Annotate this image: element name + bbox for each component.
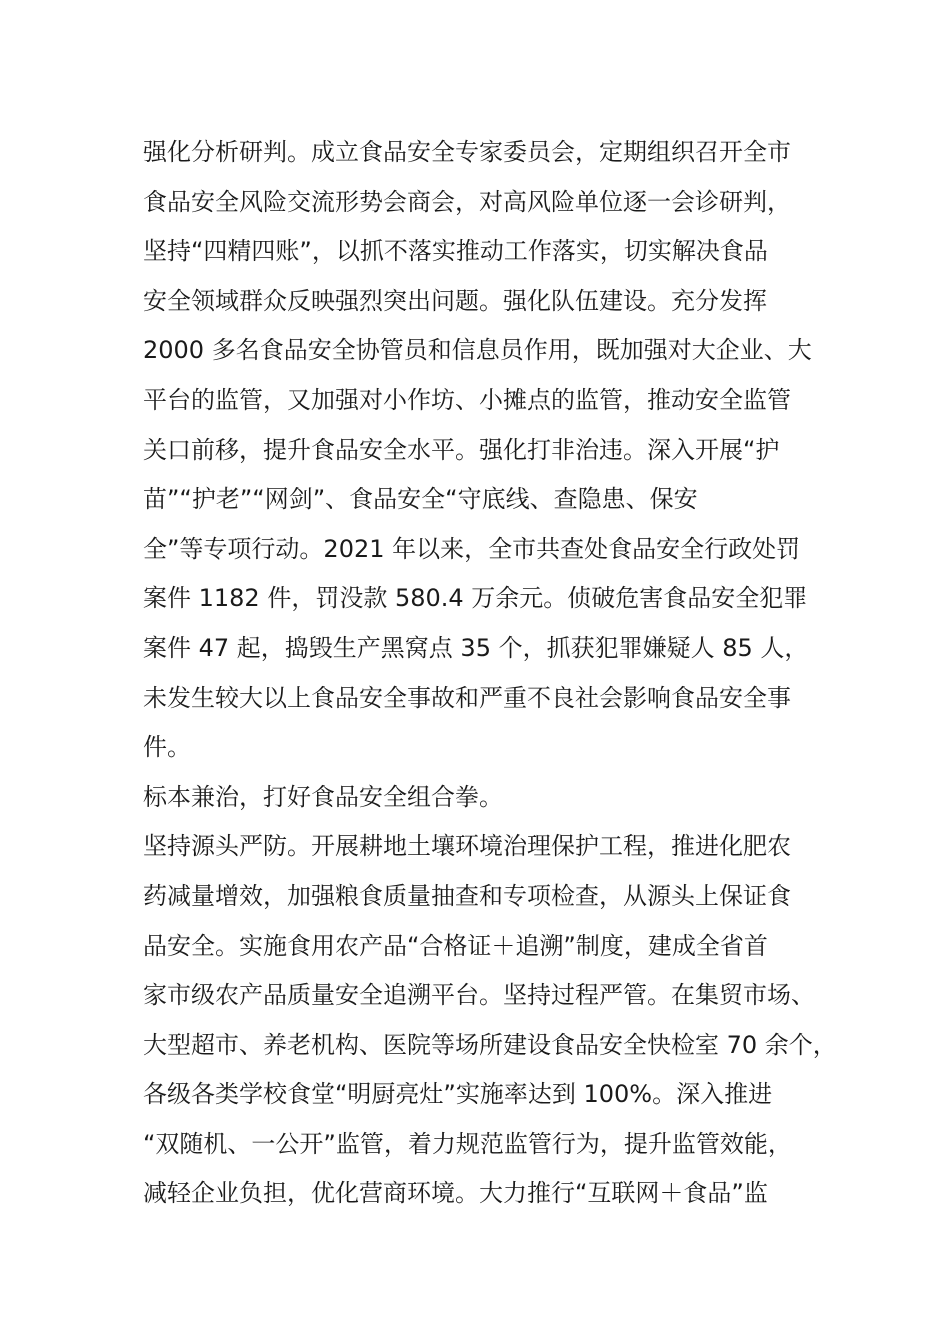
- section-heading: 标本兼治，打好食品安全组合拳。: [143, 782, 503, 811]
- text-line-5: 2000 多名食品安全协管员和信息员作用，既加强对大企业、大: [143, 336, 812, 365]
- text-line-12: 未发生较大以上食品安全事故和严重不良社会影响食品安全事: [143, 683, 791, 712]
- text-line-21: “双随机、一公开”监管，着力规范监管行为，提升监管效能，: [143, 1129, 792, 1158]
- body-text: [143, 128, 837, 1219]
- text-line-22: 减轻企业负担，优化营商环境。大力推行“互联网＋食品”监: [143, 1179, 768, 1208]
- text-line-7: 关口前移，提升食品安全水平。强化打非治违。深入开展“护: [143, 435, 780, 464]
- text-line-13: 件。: [143, 733, 191, 762]
- text-line-16: 药减量增效，加强粮食质量抽查和专项检查，从源头上保证食: [143, 881, 791, 910]
- text-line-18: 家市级农产品质量安全追溯平台。坚持过程严管。在集贸市场、: [143, 981, 815, 1010]
- text-line-4: 安全领域群众反映强烈突出问题。强化队伍建设。充分发挥: [143, 286, 767, 315]
- text-line-3: 坚持“四精四账”，以抓不落实推动工作落实，切实解决食品: [143, 237, 768, 266]
- text-line-8: 苗”“护老”“网剑”、食品安全“守底线、查隐患、保安: [143, 485, 698, 514]
- text-line-9: 全”等专项行动。2021 年以来，全市共查处食品安全行政处罚: [143, 534, 801, 563]
- text-line-2: 食品安全风险交流形势会商会，对高风险单位逐一会诊研判，: [143, 187, 791, 216]
- text-line-19: 大型超市、养老机构、医院等场所建设食品安全快检室 70 余个，: [143, 1030, 837, 1059]
- text-line-20: 各级各类学校食堂“明厨亮灶”实施率达到 100%。深入推进: [143, 1080, 773, 1109]
- text-line-6: 平台的监管，又加强对小作坊、小摊点的监管，推动安全监管: [143, 385, 791, 414]
- text-line-15: 坚持源头严防。开展耕地土壤环境治理保护工程，推进化肥农: [143, 832, 791, 861]
- text-line-17: 品安全。实施食用农产品“合格证＋追溯”制度，建成全省首: [143, 931, 768, 960]
- text-line-1: 强化分析研判。成立食品安全专家委员会，定期组织召开全市: [143, 138, 791, 166]
- text-line-10: 案件 1182 件，罚没款 580.4 万余元。侦破危害食品安全犯罪: [143, 584, 808, 613]
- text-line-11: 案件 47 起，捣毁生产黑窝点 35 个，抓获犯罪嫌疑人 85 人，: [143, 633, 809, 662]
